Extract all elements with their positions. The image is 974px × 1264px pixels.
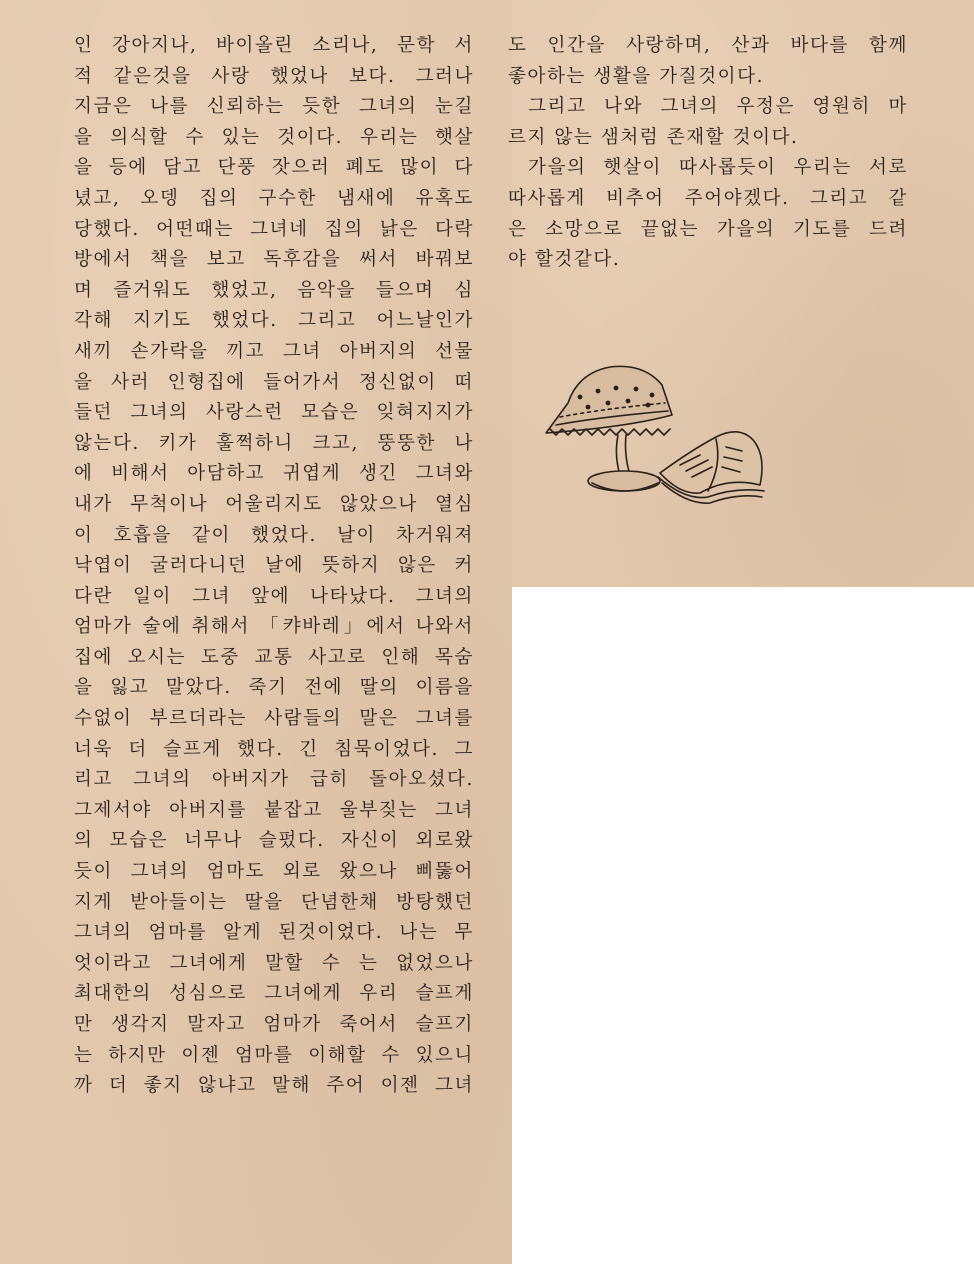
text-line: 그녀의 엄마를 알게 된것이었다. 나는 무 xyxy=(74,922,474,944)
text-line: 의 모습은 너무나 슬펐다. 자신이 외로왔 xyxy=(74,830,474,852)
text-line: 을 사러 인형집에 들어가서 정신없이 떠 xyxy=(74,371,474,393)
text-line: 은 소망으로 끝없는 가을의 기도를 드려 xyxy=(508,218,908,240)
right-text-column xyxy=(508,31,908,276)
text-line: 는 하지만 이젠 엄마를 이해할 수 있으니 xyxy=(74,1044,474,1066)
text-line: 각해 지기도 했었다. 그리고 어느날인가 xyxy=(74,310,474,332)
text-line: 을 잃고 말았다. 죽기 전에 딸의 이름을 xyxy=(74,677,474,699)
text-line: 따사롭게 비추어 주어야겠다. 그리고 같 xyxy=(508,187,908,209)
text-line: 에 비해서 아담하고 귀엽게 생긴 그녀와 xyxy=(74,463,474,485)
text-line: 지금은 나를 신뢰하는 듯한 그녀의 눈길 xyxy=(74,96,474,118)
text-line: 듯이 그녀의 엄마도 외로 왔으나 삐뚫어 xyxy=(74,861,474,883)
text-line: 낙엽이 굴러다니던 날에 뜻하지 않은 커 xyxy=(74,555,474,577)
text-line: 당했다. 어떤때는 그녀네 집의 낡은 다락 xyxy=(74,218,474,240)
text-line: 인 강아지나, 바이올린 소리나, 문학 서 xyxy=(74,35,474,56)
text-line: 최대한의 성심으로 그녀에게 우리 슬프게 xyxy=(74,983,474,1005)
text-line: 너욱 더 슬프게 했다. 긴 침묵이었다. 그 xyxy=(74,738,474,760)
text-line: 리고 그녀의 아버지가 급히 돌아오셨다. xyxy=(74,769,474,791)
lamp-and-open-book-sketch-icon xyxy=(540,355,780,510)
text-line: 르지 않는 샘처럼 존재할 것이다. xyxy=(508,126,799,148)
text-line: 엄마가 술에 취해서 「캬바레」에서 나와서 xyxy=(74,616,474,638)
text-line: 좋아하는 생활을 가질것이다. xyxy=(508,65,765,87)
text-line: 수없이 부르더라는 사람들의 말은 그녀를 xyxy=(74,708,474,730)
left-text-column xyxy=(74,31,474,1102)
text-line: 그제서야 아버지를 붙잡고 울부짖는 그녀 xyxy=(74,799,474,821)
text-line: 내가 무척이나 어울리지도 않았으나 열심 xyxy=(74,493,474,515)
text-line: 을 등에 담고 단풍 잣으러 폐도 많이 다 xyxy=(74,157,474,179)
text-line: 야 할것같다. xyxy=(508,249,621,271)
text-line: 엇이라고 그녀에게 말할 수 는 없었으나 xyxy=(74,952,474,974)
text-line: 지게 받아들이는 딸을 단념한채 방탕했던 xyxy=(74,891,474,913)
text-line: 며 즐거워도 했었고, 음악을 들으며 심 xyxy=(74,279,474,301)
text-line: 방에서 책을 보고 독후감을 써서 바꿔보 xyxy=(74,249,474,271)
text-line: 새끼 손가락을 끼고 그녀 아버지의 선물 xyxy=(74,340,474,362)
text-line: 집에 오시는 도중 교통 사고로 인해 목숨 xyxy=(74,646,474,668)
text-line: 을 의식할 수 있는 것이다. 우리는 햇살 xyxy=(74,126,474,148)
text-line: 않는다. 키가 훌쩍하니 크고, 뚱뚱한 나 xyxy=(74,432,474,454)
text-line: 이 호흡을 같이 했었다. 날이 차거워져 xyxy=(74,524,474,546)
text-line: 녔고, 오뎅 집의 구수한 냄새에 유혹도 xyxy=(74,187,474,209)
text-line: 적 같은것을 사랑 했었나 보다. 그러나 xyxy=(74,65,474,87)
text-line: 가을의 햇살이 따사롭듯이 우리는 서로 xyxy=(528,157,908,179)
text-line: 들던 그녀의 사랑스런 모습은 잊혀지지가 xyxy=(74,402,474,424)
text-line: 만 생각지 말자고 엄마가 죽어서 슬프기 xyxy=(74,1014,474,1035)
text-line: 도 인간을 사랑하며, 산과 바다를 함께 xyxy=(508,35,908,56)
text-line: 다란 일이 그녀 앞에 나타났다. 그녀의 xyxy=(74,585,474,607)
text-line: 그리고 나와 그녀의 우정은 영원히 마 xyxy=(528,96,908,118)
text-line: 까 더 좋지 않냐고 말해 주어 이젠 그녀 xyxy=(74,1075,474,1097)
